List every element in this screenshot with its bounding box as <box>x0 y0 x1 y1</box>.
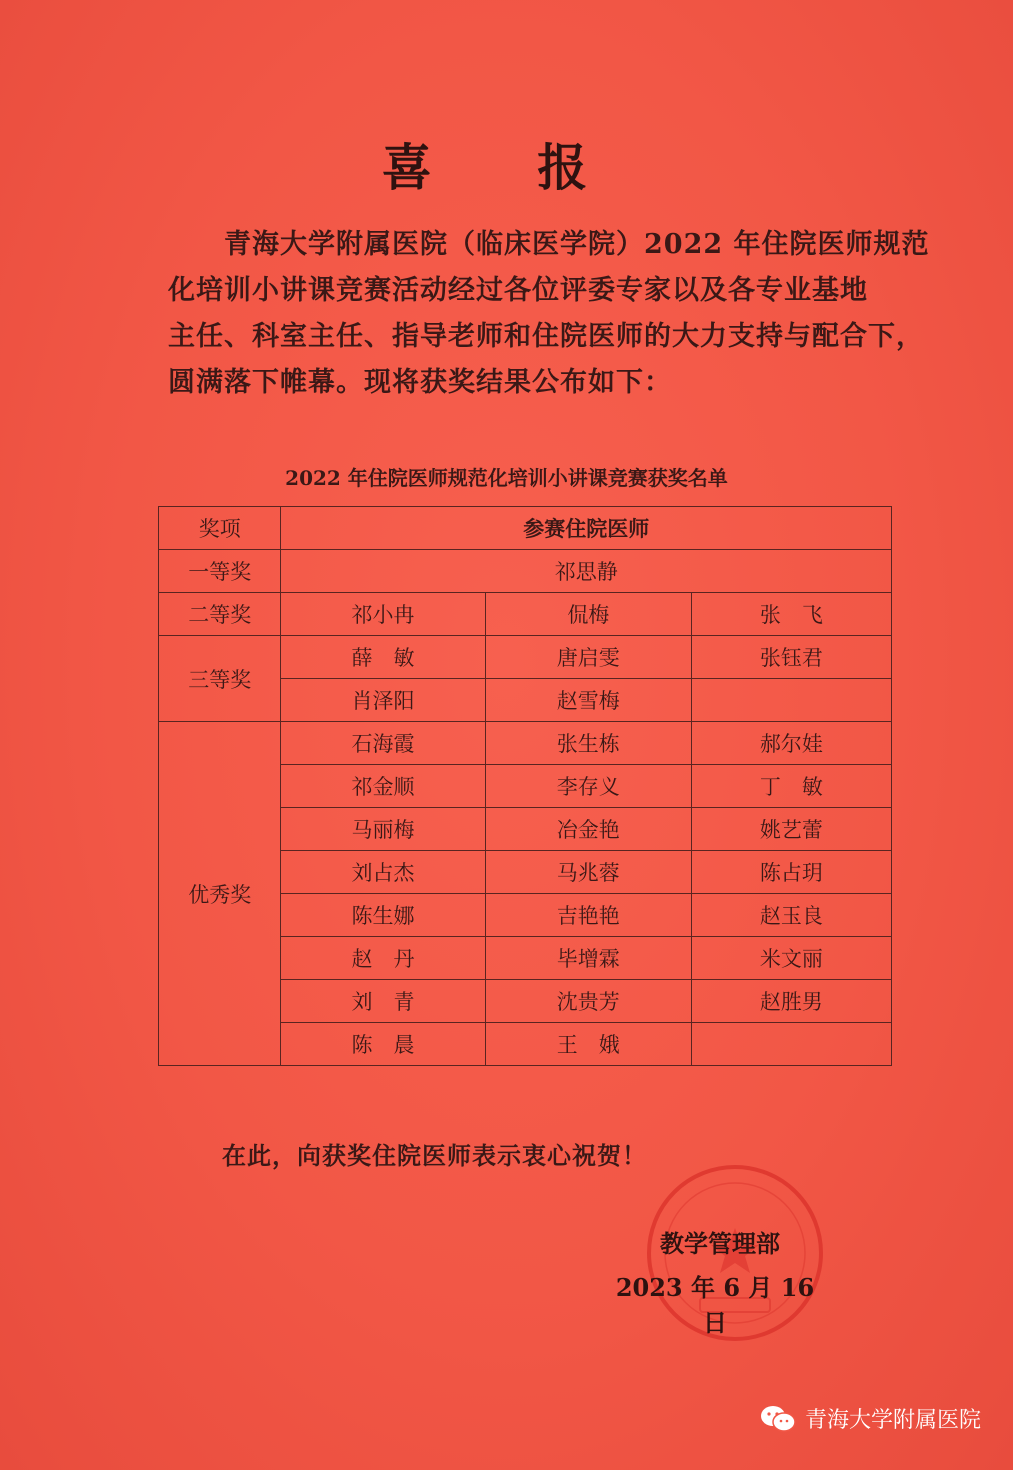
winner-name: 唐启雯 <box>485 636 691 679</box>
winner-name: 赵玉良 <box>691 894 891 937</box>
paragraph-line: 化培训小讲课竞赛活动经过各位评委专家以及各专业基地 <box>168 275 868 306</box>
award-label: 二等奖 <box>159 593 281 636</box>
wechat-watermark <box>759 1403 981 1434</box>
winner-name: 姚艺蕾 <box>691 808 891 851</box>
winner-name: 陈 晨 <box>281 1023 485 1066</box>
winner-name: 米文丽 <box>691 937 891 980</box>
paragraph-line: 主任、科室主任、指导老师和住院医师的大力支持与配合下， <box>168 321 924 352</box>
winner-name: 陈生娜 <box>281 894 485 937</box>
table-row <box>159 636 892 679</box>
paragraph-line: 青海大学附属医院（临床医学院）2022 年住院医师规范 <box>224 229 930 260</box>
header-award: 奖项 <box>159 507 281 550</box>
document-title: 喜 报 <box>381 139 632 197</box>
winner-name: 赵 丹 <box>281 937 485 980</box>
award-label: 三等奖 <box>159 636 281 722</box>
winner-name: 吉艳艳 <box>485 894 691 937</box>
winner-name: 祁金顺 <box>281 765 485 808</box>
congratulations-text: 在此，向获奖住院医师表示衷心祝贺！ <box>222 1141 647 1170</box>
winner-name: 马丽梅 <box>281 808 485 851</box>
winner-name: 石海霞 <box>281 722 485 765</box>
winner-name: 祁小冉 <box>281 593 485 636</box>
award-label: 一等奖 <box>159 550 281 593</box>
award-label: 优秀奖 <box>159 722 281 1066</box>
winner-name: 张钰君 <box>691 636 891 679</box>
table-row <box>159 593 892 636</box>
winner-name <box>691 1023 891 1066</box>
winner-name: 郝尔娃 <box>691 722 891 765</box>
table-row <box>159 722 892 765</box>
winner-name: 冶金艳 <box>485 808 691 851</box>
winner-name: 沈贵芳 <box>485 980 691 1023</box>
winner-name: 张 飞 <box>691 593 891 636</box>
winner-name <box>691 679 891 722</box>
winner-name: 侃梅 <box>485 593 691 636</box>
wechat-icon <box>759 1404 797 1434</box>
winner-name: 薛 敏 <box>281 636 485 679</box>
winner-name: 张生栋 <box>485 722 691 765</box>
paragraph-line: 圆满落下帷幕。现将获奖结果公布如下： <box>168 367 672 398</box>
issue-date: 2023 年 6 月 16 日 <box>615 1273 815 1337</box>
table-row <box>159 550 892 593</box>
header-participants: 参赛住院医师 <box>281 507 892 550</box>
winner-name: 赵雪梅 <box>485 679 691 722</box>
awards-table <box>158 506 892 1066</box>
winner-name: 祁思静 <box>281 550 892 593</box>
table-header-row <box>159 507 892 550</box>
winner-name: 李存义 <box>485 765 691 808</box>
winner-name: 刘 青 <box>281 980 485 1023</box>
winner-name: 肖泽阳 <box>281 679 485 722</box>
winner-name: 毕增霖 <box>485 937 691 980</box>
announcement-paragraph <box>168 222 930 406</box>
winner-name: 丁 敏 <box>691 765 891 808</box>
winner-name: 刘占杰 <box>281 851 485 894</box>
winner-name: 赵胜男 <box>691 980 891 1023</box>
table-title: 2022 年住院医师规范化培训小讲课竞赛获奖名单 <box>285 466 728 490</box>
issuing-department: 教学管理部 <box>660 1229 780 1258</box>
account-name: 青海大学附属医院 <box>804 1408 981 1433</box>
winner-name: 陈占玥 <box>691 851 891 894</box>
winner-name: 王 娥 <box>485 1023 691 1066</box>
winner-name: 马兆蓉 <box>485 851 691 894</box>
